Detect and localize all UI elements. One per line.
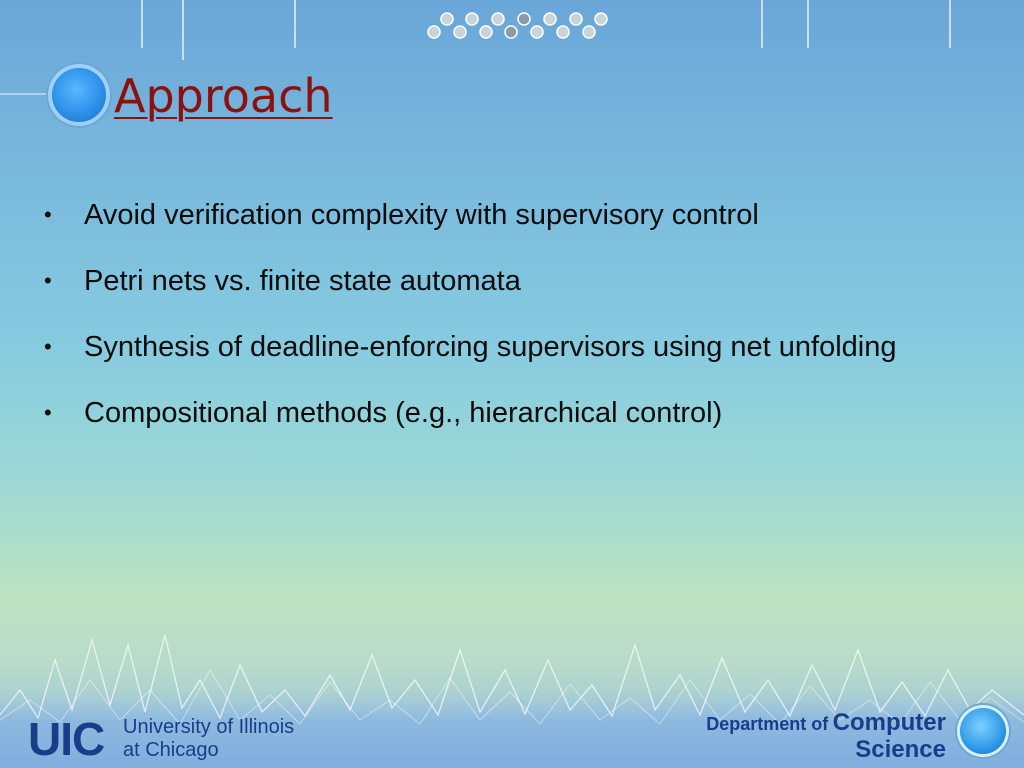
bullet-icon: • [44,268,52,293]
department-line-2: Science [855,736,946,763]
department-line-1: Computer [832,709,946,736]
bullet-text: Synthesis of deadline-enforcing supervisors using net unfolding [84,331,897,363]
university-name [123,716,294,762]
slide-title: Approach [114,69,333,123]
decorative-dot [557,26,569,38]
decorative-dot [570,13,582,25]
decorative-dot [583,26,595,38]
decorative-dot [466,13,478,25]
decorative-dot [441,13,453,25]
decorative-dot [480,26,492,38]
department-logo [706,711,946,762]
decorative-dot [492,13,504,25]
bullet-text: Avoid verification complexity with supervisory control [84,199,759,231]
university-line-2: at Chicago [123,739,219,761]
bullet-list [42,190,942,454]
decorative-dot [505,26,517,38]
decorative-dot [531,26,543,38]
bullet-text: Compositional methods (e.g., hierarchical control) [84,397,723,429]
bullet-item [42,256,942,306]
bullet-icon: • [44,334,52,359]
bullet-item [42,388,942,438]
bullet-icon: • [44,202,52,227]
decorative-dot [544,13,556,25]
department-prefix: Department of [706,714,829,734]
decorative-dot [518,13,530,25]
bullet-icon: • [44,400,52,425]
department-circle-icon [960,708,1006,754]
decorative-dot [428,26,440,38]
title-bullet-circle-icon [52,68,106,122]
decorative-dots [428,13,607,38]
bullet-item [42,322,942,372]
bullet-item [42,190,942,240]
decorative-dot [595,13,607,25]
decorative-dot [454,26,466,38]
top-decoration [0,0,1024,60]
uic-logo: UIC [28,713,105,765]
university-line-1: University of Illinois [123,716,295,738]
bullet-text: Petri nets vs. finite state automata [84,265,521,297]
title-rule [0,93,52,95]
